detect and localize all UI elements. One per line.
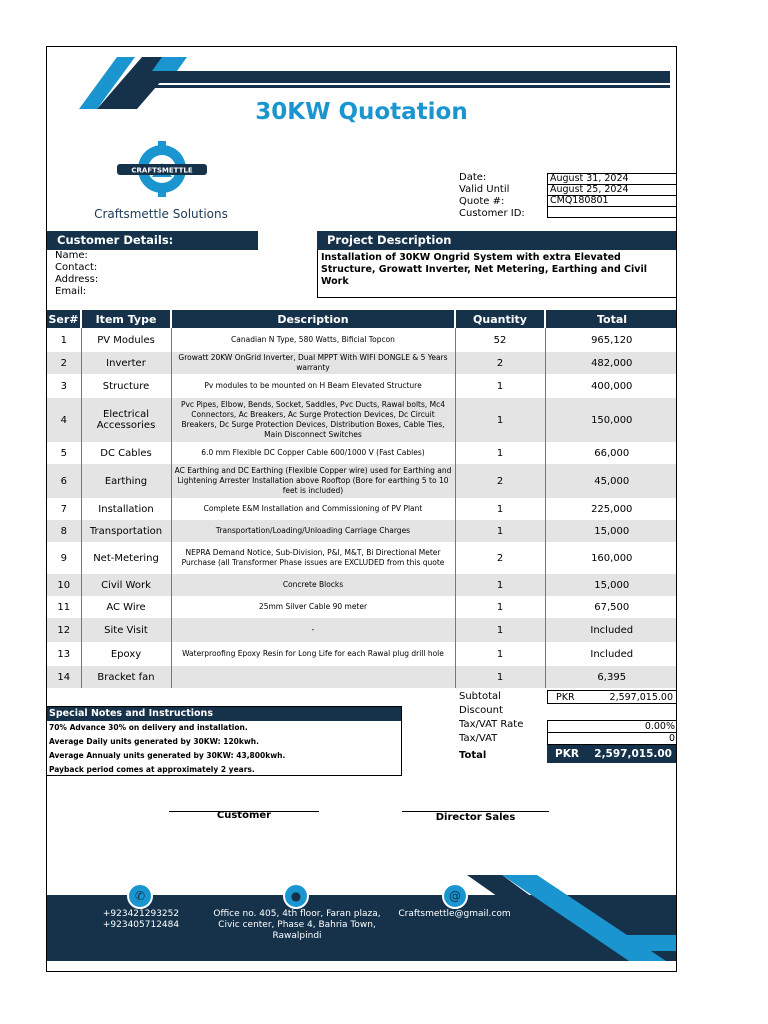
- customer-details-header: Customer Details:: [47, 231, 258, 250]
- row-total: 965,120: [545, 328, 677, 352]
- row-total: 6,395: [545, 666, 677, 688]
- phone-icon: ✆: [127, 883, 153, 909]
- row-quantity: 1: [455, 642, 545, 666]
- row-item-type: Earthing: [81, 464, 171, 498]
- row-item-type: PV Modules: [81, 328, 171, 352]
- row-quantity: 1: [455, 442, 545, 464]
- row-serial: 10: [47, 574, 81, 596]
- meta-label: Date:: [459, 172, 487, 183]
- row-total: 400,000: [545, 374, 677, 398]
- meta-label: Quote #:: [459, 196, 505, 207]
- customer-signature-label: Customer: [216, 810, 272, 821]
- row-serial: 5: [60, 447, 67, 459]
- row-quantity: 1: [455, 398, 545, 442]
- footer-address: [207, 909, 387, 942]
- row-quantity: 52: [455, 328, 545, 352]
- quotation-page: [46, 46, 677, 972]
- customer-details: [55, 250, 98, 298]
- row-serial: 13: [57, 648, 71, 660]
- logo-text: CRAFTSMETTLE: [131, 166, 193, 175]
- row-quantity: 1: [455, 596, 545, 618]
- customer-field: Contact:: [55, 262, 98, 273]
- table-row: [47, 520, 677, 542]
- row-quantity: 1: [455, 374, 545, 398]
- address-line: Civic center, Phase 4, Bahria Town,: [218, 920, 376, 930]
- table-row: [47, 498, 677, 520]
- row-description: Growatt 20KW OnGrid Inverter, Dual MPPT With WIFI DONGLE & 5 Years warranty: [171, 352, 455, 374]
- discount-label: Discount: [459, 705, 503, 716]
- row-quantity: 2: [455, 542, 545, 574]
- table-row: [47, 352, 677, 374]
- subtotal-label: Subtotal: [459, 691, 501, 702]
- footer-email[interactable]: Craftsmettle@gmail.com: [398, 909, 511, 919]
- quote-meta-labels: [459, 172, 525, 220]
- row-total: Included: [545, 642, 677, 666]
- row-description: -: [171, 618, 455, 642]
- email-icon: @: [442, 883, 468, 909]
- row-description: Pvc Pipes, Elbow, Bends, Socket, Saddles, Pvc Ducts, Rawal bolts, Mc4 Connectors, Ac Breakers, Ac Surge Protection Devices, Dc Circuit Breakers, Dc Surge Protection Devices, Distribution Boxes, Cable Ties, Main Disconnect Switches: [171, 398, 455, 442]
- row-quantity: 1: [455, 574, 545, 596]
- items-table: [47, 310, 677, 688]
- table-row: [47, 464, 677, 498]
- table-row: [47, 542, 677, 574]
- row-description: [171, 666, 455, 688]
- date-value: August 31, 2024: [548, 174, 677, 185]
- row-serial: 8: [47, 520, 81, 542]
- row-item-type: Installation: [81, 498, 171, 520]
- phone-number[interactable]: +923421293252: [102, 909, 180, 919]
- discount-value: [547, 706, 677, 718]
- row-total: 45,000: [545, 464, 677, 498]
- row-serial: 7: [60, 503, 67, 515]
- tax-value: 0: [547, 733, 677, 745]
- project-description-header: Project Description: [317, 231, 677, 250]
- company-logo: [107, 139, 217, 199]
- row-total: 66,000: [545, 442, 677, 464]
- row-total: 15,000: [545, 520, 677, 542]
- row-total: 225,000: [545, 498, 677, 520]
- table-row: [47, 442, 677, 464]
- address-line: Rawalpindi: [272, 931, 322, 941]
- column-header: Ser#: [47, 310, 81, 328]
- row-item-type: Transportation: [81, 520, 171, 542]
- meta-label: Customer ID:: [459, 208, 525, 219]
- table-row: [47, 398, 677, 442]
- row-serial: 6: [47, 464, 81, 498]
- row-quantity: 2: [455, 352, 545, 374]
- tax-rate-value: 0.00%: [547, 720, 677, 733]
- page-title: 30KW Quotation: [255, 99, 468, 125]
- tax-rate-label: Tax/VAT Rate: [459, 719, 524, 730]
- row-total: 67,500: [545, 596, 677, 618]
- grand-total-currency: PKR: [555, 748, 579, 760]
- tax-label: Tax/VAT: [459, 733, 498, 744]
- items-table-header: [47, 310, 677, 328]
- row-description: 25mm Silver Cable 90 meter: [171, 596, 455, 618]
- table-row: [47, 596, 677, 618]
- customer-id-value: [548, 207, 677, 218]
- row-description: AC Earthing and DC Earthing (Flexible Copper wire) used for Earthing and Lightening Arrester Installation above Rooftop (Bore for earthing 5 to 10 feet is included): [171, 464, 455, 498]
- column-header: Description: [171, 310, 455, 328]
- row-serial: 14: [47, 666, 81, 688]
- row-description: Canadian N Type, 580 Watts, Bificial Topcon: [171, 328, 455, 352]
- grand-total-value: 2,597,015.00: [594, 748, 672, 760]
- note-line: Average Annualy units generated by 30KW: 43,800kwh.: [49, 751, 286, 760]
- row-item-type: Electrical Accessories: [81, 398, 171, 442]
- row-description: Pv modules to be mounted on H Beam Elevated Structure: [171, 374, 455, 398]
- customer-field: Name:: [55, 250, 88, 261]
- row-quantity: 2: [455, 464, 545, 498]
- customer-field: Email:: [55, 286, 87, 297]
- row-serial: 2: [47, 352, 81, 374]
- row-total: 160,000: [545, 542, 677, 574]
- table-row: [47, 666, 677, 688]
- column-header: Total: [545, 310, 677, 328]
- location-icon: ●: [283, 883, 309, 909]
- column-header: Quantity: [455, 310, 545, 328]
- director-signature-label: Director Sales: [435, 812, 516, 823]
- special-notes-header: Special Notes and Instructions: [47, 707, 401, 721]
- row-item-type: Site Visit: [81, 618, 171, 642]
- row-item-type: Civil Work: [81, 574, 171, 596]
- row-total: Included: [545, 618, 677, 642]
- row-description: Transportation/Loading/Unloading Carriage Charges: [171, 520, 455, 542]
- row-item-type: DC Cables: [81, 442, 171, 464]
- row-description: 6.0 mm Flexible DC Copper Cable 600/1000 V (Fast Cables): [171, 442, 455, 464]
- meta-label: Valid Until: [459, 184, 510, 195]
- row-serial: 1: [60, 334, 67, 346]
- row-description: Concrete Blocks: [171, 574, 455, 596]
- note-line: Average Daily units generated by 30KW: 120kwh.: [49, 737, 259, 746]
- row-quantity: 1: [455, 520, 545, 542]
- footer-phones: [93, 909, 189, 931]
- row-description: Waterproofing Epoxy Resin for Long Life for each Rawal plug drill hole: [171, 642, 455, 666]
- valid-until-value: August 25, 2024: [548, 185, 677, 196]
- note-line: Payback period comes at approximately 2 years.: [49, 765, 255, 774]
- row-item-type: Inverter: [81, 352, 171, 374]
- row-total: 15,000: [545, 574, 677, 596]
- row-total: 482,000: [545, 352, 677, 374]
- column-header: Item Type: [81, 310, 171, 328]
- totals-labels: [459, 690, 523, 763]
- row-description: Complete E&M Installation and Commissioning of PV Plant: [171, 498, 455, 520]
- row-serial: 9: [60, 552, 67, 564]
- row-serial: 4: [47, 398, 81, 442]
- row-item-type: AC Wire: [81, 596, 171, 618]
- row-item-type: Bracket fan: [81, 666, 171, 688]
- table-row: [47, 374, 677, 398]
- row-quantity: 1: [455, 498, 545, 520]
- row-serial: 3: [60, 380, 67, 392]
- row-item-type: Epoxy: [81, 642, 171, 666]
- table-row: [47, 642, 677, 666]
- row-serial: 12: [47, 618, 81, 642]
- table-row: [47, 574, 677, 596]
- currency-label: PKR: [556, 692, 575, 703]
- row-description: NEPRA Demand Notice, Sub-Division, P&I, M&T, Bi Directional Meter Purchase (all Transformer Phase issues are EXCLUDED from this quote: [171, 542, 455, 574]
- note-line: 70% Advance 30% on delivery and installation.: [49, 723, 248, 732]
- quote-meta-values: [547, 173, 677, 218]
- row-quantity: 1: [455, 666, 545, 688]
- address-line: Office no. 405, 4th floor, Faran plaza,: [213, 909, 381, 919]
- row-quantity: 1: [455, 618, 545, 642]
- grand-total-box: [547, 745, 677, 763]
- phone-number[interactable]: +923405712484: [102, 920, 180, 930]
- quote-number-value: CMQ180801: [548, 196, 677, 207]
- project-description: Installation of 30KW Ongrid System with extra Elevated Structure, Growatt Inverter, Net Metering, Earthing and Civil Work: [317, 250, 677, 298]
- row-total: 150,000: [545, 398, 677, 442]
- subtotal-value: 2,597,015.00: [609, 692, 673, 703]
- row-item-type: Net-Metering: [81, 542, 171, 574]
- subtotal-box: [547, 690, 677, 704]
- customer-field: Address:: [55, 274, 99, 285]
- row-serial: 11: [57, 601, 71, 613]
- company-name: Craftsmettle Solutions: [94, 207, 228, 221]
- total-label: Total: [459, 750, 487, 761]
- special-notes: [47, 706, 402, 776]
- table-row: [47, 328, 677, 352]
- row-item-type: Structure: [81, 374, 171, 398]
- table-row: [47, 618, 677, 642]
